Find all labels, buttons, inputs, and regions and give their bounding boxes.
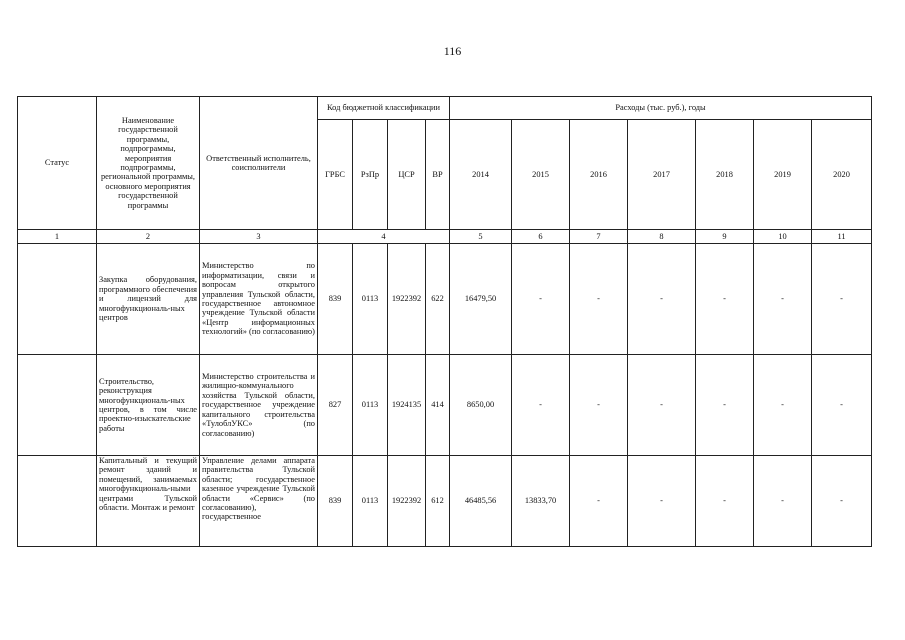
header-executor: Ответственный исполнитель, соисполнители: [200, 97, 318, 230]
row-value-2020: -: [812, 456, 872, 547]
row-value-2016: -: [570, 456, 628, 547]
row-value-2020: -: [812, 355, 872, 456]
row-value-2014: 8650,00: [450, 355, 512, 456]
row-csr: 1924135: [388, 355, 426, 456]
header-csr: ЦСР: [388, 120, 426, 230]
row-value-2018: -: [696, 355, 754, 456]
row-name: Закупка оборудования, программного обеспечения и лицензий для многофункциональ-ных центров: [97, 244, 200, 355]
header-year-2017: 2017: [628, 120, 696, 230]
col-num-8: 8: [628, 230, 696, 244]
col-num-3: 3: [200, 230, 318, 244]
row-name: Строительство, реконструкция многофункциональ-ных центров, в том числе проектно-изыскательские работы: [97, 355, 200, 456]
row-value-2018: -: [696, 244, 754, 355]
row-status: [18, 244, 97, 355]
row-vr: 414: [426, 355, 450, 456]
row-rzpr: 0113: [353, 244, 388, 355]
header-grbs: ГРБС: [318, 120, 353, 230]
header-year-2015: 2015: [512, 120, 570, 230]
row-vr: 612: [426, 456, 450, 547]
header-expenses: Расходы (тыс. руб.), годы: [450, 97, 872, 120]
col-num-1: 1: [18, 230, 97, 244]
page-number: 116: [443, 44, 462, 58]
row-value-2016: -: [570, 355, 628, 456]
header-vr: ВР: [426, 120, 450, 230]
col-num-9: 9: [696, 230, 754, 244]
col-num-4: 4: [318, 230, 450, 244]
col-num-7: 7: [570, 230, 628, 244]
row-value-2020: -: [812, 244, 872, 355]
row-value-2015: 13833,70: [512, 456, 570, 547]
row-value-2015: -: [512, 244, 570, 355]
row-grbs: 827: [318, 355, 353, 456]
row-executor: Управление делами аппарата правительства Тульской области; государственное казенное учреждение Тульской области «Сервис» (по согласованию), государственное: [200, 456, 318, 547]
table-row: [18, 355, 872, 456]
row-value-2015: -: [512, 355, 570, 456]
header-budget-code: Код бюджетной классификации: [318, 97, 450, 120]
row-status: [18, 355, 97, 456]
column-numbers-row: [18, 230, 872, 244]
header-row-1: [18, 97, 872, 120]
row-value-2017: -: [628, 456, 696, 547]
row-grbs: 839: [318, 244, 353, 355]
row-rzpr: 0113: [353, 355, 388, 456]
header-year-2016: 2016: [570, 120, 628, 230]
row-csr: 1922392: [388, 244, 426, 355]
row-value-2019: -: [754, 456, 812, 547]
row-value-2019: -: [754, 244, 812, 355]
header-name: Наименование государственной программы, подпрограммы, мероприятия подпрограммы, региональной программы, основного мероприятия государственной программы: [97, 97, 200, 230]
col-num-11: 11: [812, 230, 872, 244]
row-value-2018: -: [696, 456, 754, 547]
row-value-2014: 16479,50: [450, 244, 512, 355]
col-num-2: 2: [97, 230, 200, 244]
budget-table: [17, 96, 872, 547]
col-num-10: 10: [754, 230, 812, 244]
row-value-2019: -: [754, 355, 812, 456]
header-year-2019: 2019: [754, 120, 812, 230]
header-rzpr: РзПр: [353, 120, 388, 230]
row-status: [18, 456, 97, 547]
row-value-2017: -: [628, 244, 696, 355]
row-grbs: 839: [318, 456, 353, 547]
header-year-2014: 2014: [450, 120, 512, 230]
table-row: [18, 456, 872, 547]
header-status: Статус: [18, 97, 97, 230]
row-executor: Министерство по информатизации, связи и вопросам открытого управления Тульской области, государственное автономное учреждение Тульской области «Центр информационных технологий» (по согласованию): [200, 244, 318, 355]
row-value-2014: 46485,56: [450, 456, 512, 547]
row-value-2016: -: [570, 244, 628, 355]
col-num-6: 6: [512, 230, 570, 244]
col-num-5: 5: [450, 230, 512, 244]
row-executor: Министерство строительства и жилищно-коммунального хозяйства Тульской области, государственное учреждение капитального строительства «ТулоблУКС» (по согласованию): [200, 355, 318, 456]
row-vr: 622: [426, 244, 450, 355]
table-row: [18, 244, 872, 355]
row-name: Капитальный и текущий ремонт зданий и помещений, занимаемых многофункциональ-ными центрами Тульской области. Монтаж и ремонт: [97, 456, 200, 547]
row-value-2017: -: [628, 355, 696, 456]
header-year-2020: 2020: [812, 120, 872, 230]
row-csr: 1922392: [388, 456, 426, 547]
row-rzpr: 0113: [353, 456, 388, 547]
header-year-2018: 2018: [696, 120, 754, 230]
